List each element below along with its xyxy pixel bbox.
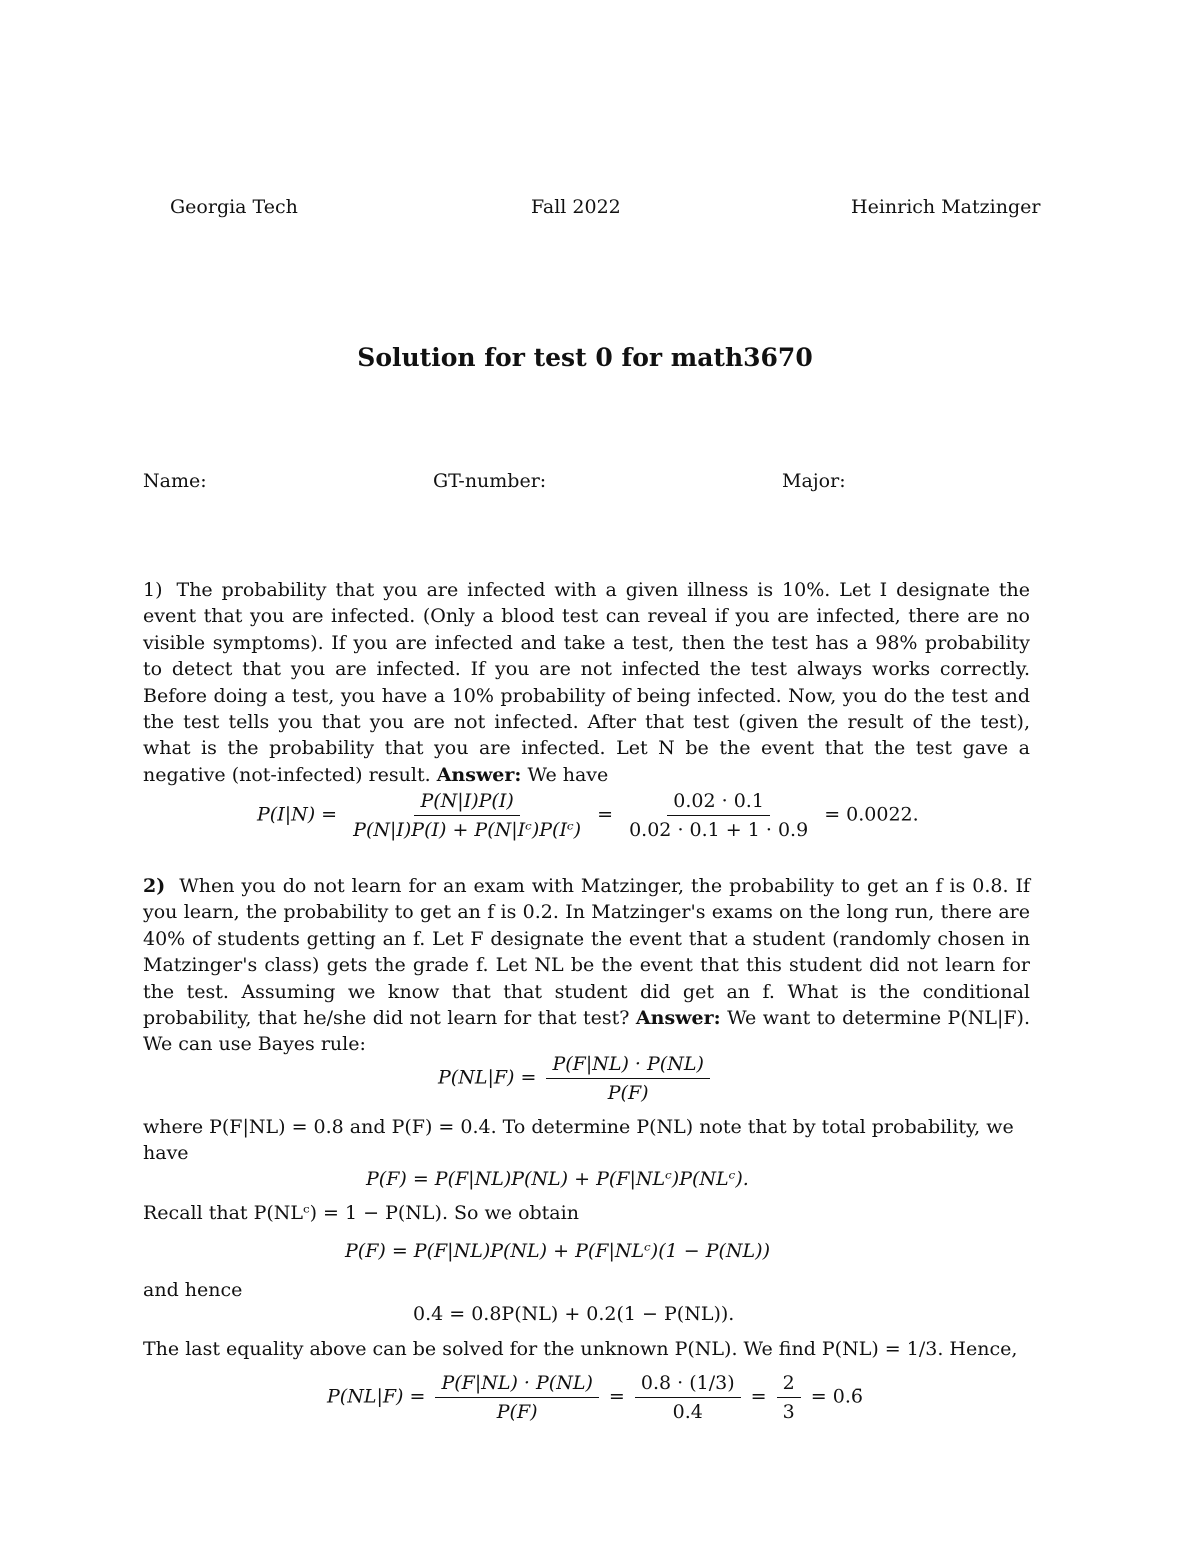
final-frac1-numerator: P(F|NL) · P(NL) [435, 1372, 598, 1398]
solve-line: The last equality above can be solved for the unknown P(NL). We find P(NL) = 1/3. Hence, [143, 1338, 1018, 1360]
eq1-frac2-numerator: 0.02 · 0.1 [667, 790, 770, 816]
final-fraction-2 [635, 1372, 741, 1423]
final-frac2-denominator: 0.4 [672, 1401, 703, 1423]
eq1-equals: = [597, 803, 614, 826]
hence-line: and hence [143, 1279, 243, 1301]
problem-1-answer-label: Answer: [436, 763, 522, 786]
name-field-label: Name: [143, 470, 207, 492]
final-lhs: P(NL|F) = [327, 1385, 426, 1408]
have-line: have [143, 1142, 189, 1164]
problem-2-number: 2) [143, 875, 166, 897]
problem-2 [143, 873, 1030, 1058]
final-equals-1: = [608, 1385, 625, 1408]
eq1-frac1-denominator: P(N|I)P(I) + P(N|Iᶜ)P(Iᶜ) [353, 819, 582, 841]
header-instructor: Heinrich Matzinger [851, 196, 1041, 218]
eq1-result: = 0.0022. [824, 803, 919, 826]
gt-number-field-label: GT-number: [433, 470, 547, 492]
problem-2-answer-text: We want to determine P(NL|F). We can use Bayes rule: [143, 1007, 1031, 1056]
eq1-lhs: P(I|N) = [257, 803, 338, 826]
hence-equation: 0.4 = 0.8P(NL) + 0.2(1 − P(NL)). [413, 1303, 735, 1325]
major-field-label: Major: [782, 470, 846, 492]
bayes-fraction [546, 1053, 709, 1104]
page-title: Solution for test 0 for math3670 [357, 343, 813, 372]
header-institution: Georgia Tech [170, 196, 298, 218]
final-result: = 0.6̄ [810, 1385, 863, 1408]
problem-1-answer-text: We have [527, 763, 609, 786]
eq1-fraction-2 [623, 790, 814, 841]
problem-1-text: The probability that you are infected with a given illness is 10%. Let I designate the event that you are infected. (Only a blood test can reveal if you are infected, there are no visible symptoms). If you are infected and take a test, then the test has a 98% probability to detect that you are infected. If you are not infected the test always works correctly. Before doing a test, you have a 10% probability of being infected. Now, you do the test and the test tells you that you are not infected. After that test (given the result of the test), what is the probability that you are infected. Let N be the event that the test gave a negative (not-infected) result. [143, 579, 1030, 786]
eq1-frac1-numerator: P(N|I)P(I) [414, 790, 519, 816]
final-frac2-numerator: 0.8 · (1/3) [635, 1372, 741, 1398]
final-equation [327, 1372, 863, 1423]
recall-line: Recall that P(NLᶜ) = 1 − P(NL). So we obtain [143, 1202, 579, 1224]
final-equals-2: = [750, 1385, 767, 1408]
obtain-equation: P(F) = P(F|NL)P(NL) + P(F|NLᶜ)(1 − P(NL)) [345, 1240, 770, 1262]
final-fraction-3 [777, 1372, 801, 1423]
problem-1-equation [257, 790, 919, 841]
bayes-rule-equation [438, 1053, 714, 1104]
problem-2-answer-label: Answer: [635, 1007, 721, 1030]
final-frac3-denominator: 3 [782, 1401, 795, 1423]
bayes-denominator: P(F) [607, 1082, 649, 1104]
eq1-frac2-denominator: 0.02 · 0.1 + 1 · 0.9 [629, 819, 809, 841]
problem-1-number: 1) [143, 579, 163, 601]
final-frac1-denominator: P(F) [496, 1401, 538, 1423]
total-probability-equation: P(F) = P(F|NL)P(NL) + P(F|NLᶜ)P(NLᶜ). [366, 1168, 749, 1190]
bayes-numerator: P(F|NL) · P(NL) [546, 1053, 709, 1079]
final-frac3-numerator: 2 [777, 1372, 801, 1398]
header-term: Fall 2022 [531, 196, 621, 218]
bayes-lhs: P(NL|F) = [438, 1066, 537, 1089]
problem-1 [143, 577, 1030, 788]
where-line: where P(F|NL) = 0.8 and P(F) = 0.4. To determine P(NL) note that by total probability, we [143, 1116, 1014, 1138]
final-fraction-1 [435, 1372, 598, 1423]
problem-2-text: When you do not learn for an exam with Matzinger, the probability to get an f is 0.8. If you learn, the probability to get an f is 0.2. In Matzinger's exams on the long run, there are 40% of students getting an f. Let F designate the event that a student (randomly chosen in Matzinger's class) gets the grade f. Let NL be the event that this student did not learn for the test. Assuming we know that that student did get an f. What is the conditional probability, that he/she did not learn for that test? [143, 875, 1030, 1030]
eq1-fraction-1 [347, 790, 587, 841]
